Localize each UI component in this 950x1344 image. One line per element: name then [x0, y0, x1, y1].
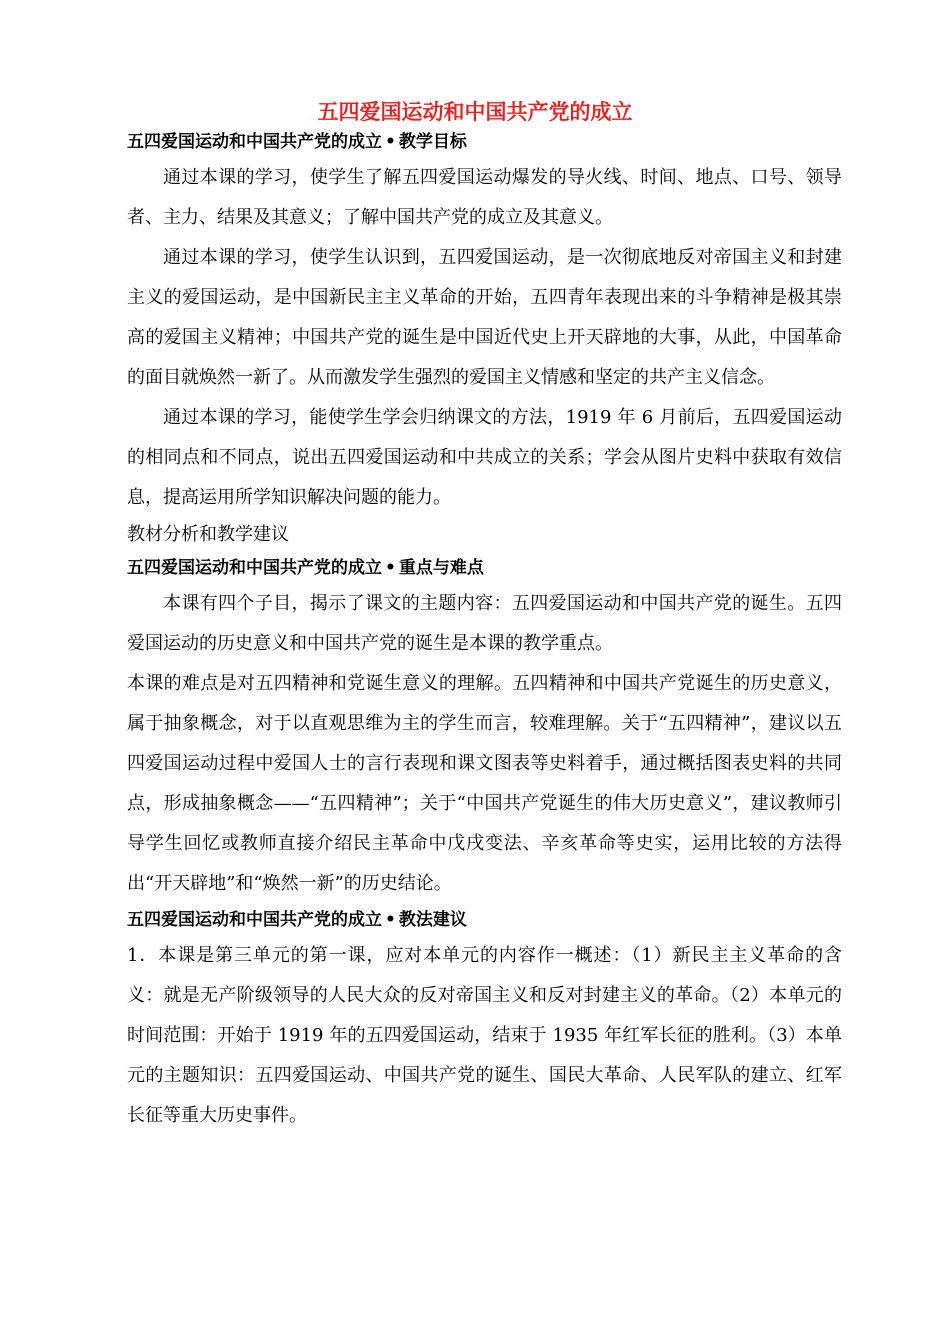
paragraph-goal-knowledge: 通过本课的学习，使学生了解五四爱国运动爆发的导火线、时间、地点、口号、领导者、主力、结果及其意义；了解中国共产党的成立及其意义。 — [127, 167, 842, 228]
heading-separator: • — [385, 558, 396, 578]
section-heading-teaching-method — [127, 904, 842, 936]
heading-separator: • — [385, 910, 396, 930]
heading-prefix: 五四爱国运动和中国共产党的成立 — [127, 558, 382, 578]
heading-prefix: 五四爱国运动和中国共产党的成立 — [127, 910, 382, 930]
heading-prefix: 五四爱国运动和中国共产党的成立 — [127, 132, 382, 152]
heading-separator: • — [385, 132, 396, 152]
paragraph-method-1: 1．本课是第三单元的第一课，应对本单元的内容作一概述：（1）新民主主义革命的含义：就是无产阶级领导的人民大众的反对帝国主义和反对封建主义的革命。（2）本单元的时间范围：开始于 1919 年的五四爱国运动，结束于 1935 年红军长征的胜利。（3）本单元的主题知识：五四爱国运动、中国共产党的诞生、国民大革命、人民军队的建立、红军长征等重大历史事件。 — [127, 945, 842, 1126]
heading-suffix: 教学目标 — [398, 132, 467, 152]
document-title: 五四爱国运动和中国共产党的成立 — [317, 100, 633, 124]
section-heading-teaching-goals — [127, 126, 842, 158]
section-heading-key-points — [127, 552, 842, 584]
paragraph-goal-method: 通过本课的学习，能使学生学会归纳课文的方法，1919 年 6 月前后，五四爱国运动的相同点和不同点，说出五四爱国运动和中共成立的关系；学会从图片史料中获取有效信息，提高运用所学知识解决问题的能力。 — [127, 407, 842, 508]
paragraph-goal-emotion: 通过本课的学习，使学生认识到，五四爱国运动，是一次彻底地反对帝国主义和封建主义的爱国运动，是中国新民主主义革命的开始，五四青年表现出来的斗争精神是极其崇高的爱国主义精神；中国共产党的诞生是中国近代史上开天辟地的大事，从此，中国革命的面目就焕然一新了。从而激发学生强烈的爱国主义情感和坚定的共产主义信念。 — [127, 247, 842, 388]
paragraph-key-points: 本课有四个子目，揭示了课文的主题内容：五四爱国运动和中国共产党的诞生。五四爱国运动的历史意义和中国共产党的诞生是本课的教学重点。 — [127, 593, 842, 654]
paragraph-difficulties: 本课的难点是对五四精神和党诞生意义的理解。五四精神和中国共产党诞生的历史意义，属于抽象概念，对于以直观思维为主的学生而言，较难理解。关于“五四精神”，建议以五四爱国运动过程中爱国人士的言行表现和课文图表等史料着手，通过概括图表史料的共同点，形成抽象概念——“五四精神”；关于“中国共产党诞生的伟大历史意义”，建议教师引导学生回忆或教师直接介绍民主革命中戊戌变法、辛亥革命等史实，运用比较的方法得出“开天辟地”和“焕然一新”的历史结论。 — [127, 673, 842, 894]
heading-suffix: 重点与难点 — [398, 558, 484, 578]
document-body — [127, 126, 842, 1136]
section-label-analysis: 教材分析和教学建议 — [127, 524, 289, 545]
heading-suffix: 教法建议 — [398, 910, 467, 930]
